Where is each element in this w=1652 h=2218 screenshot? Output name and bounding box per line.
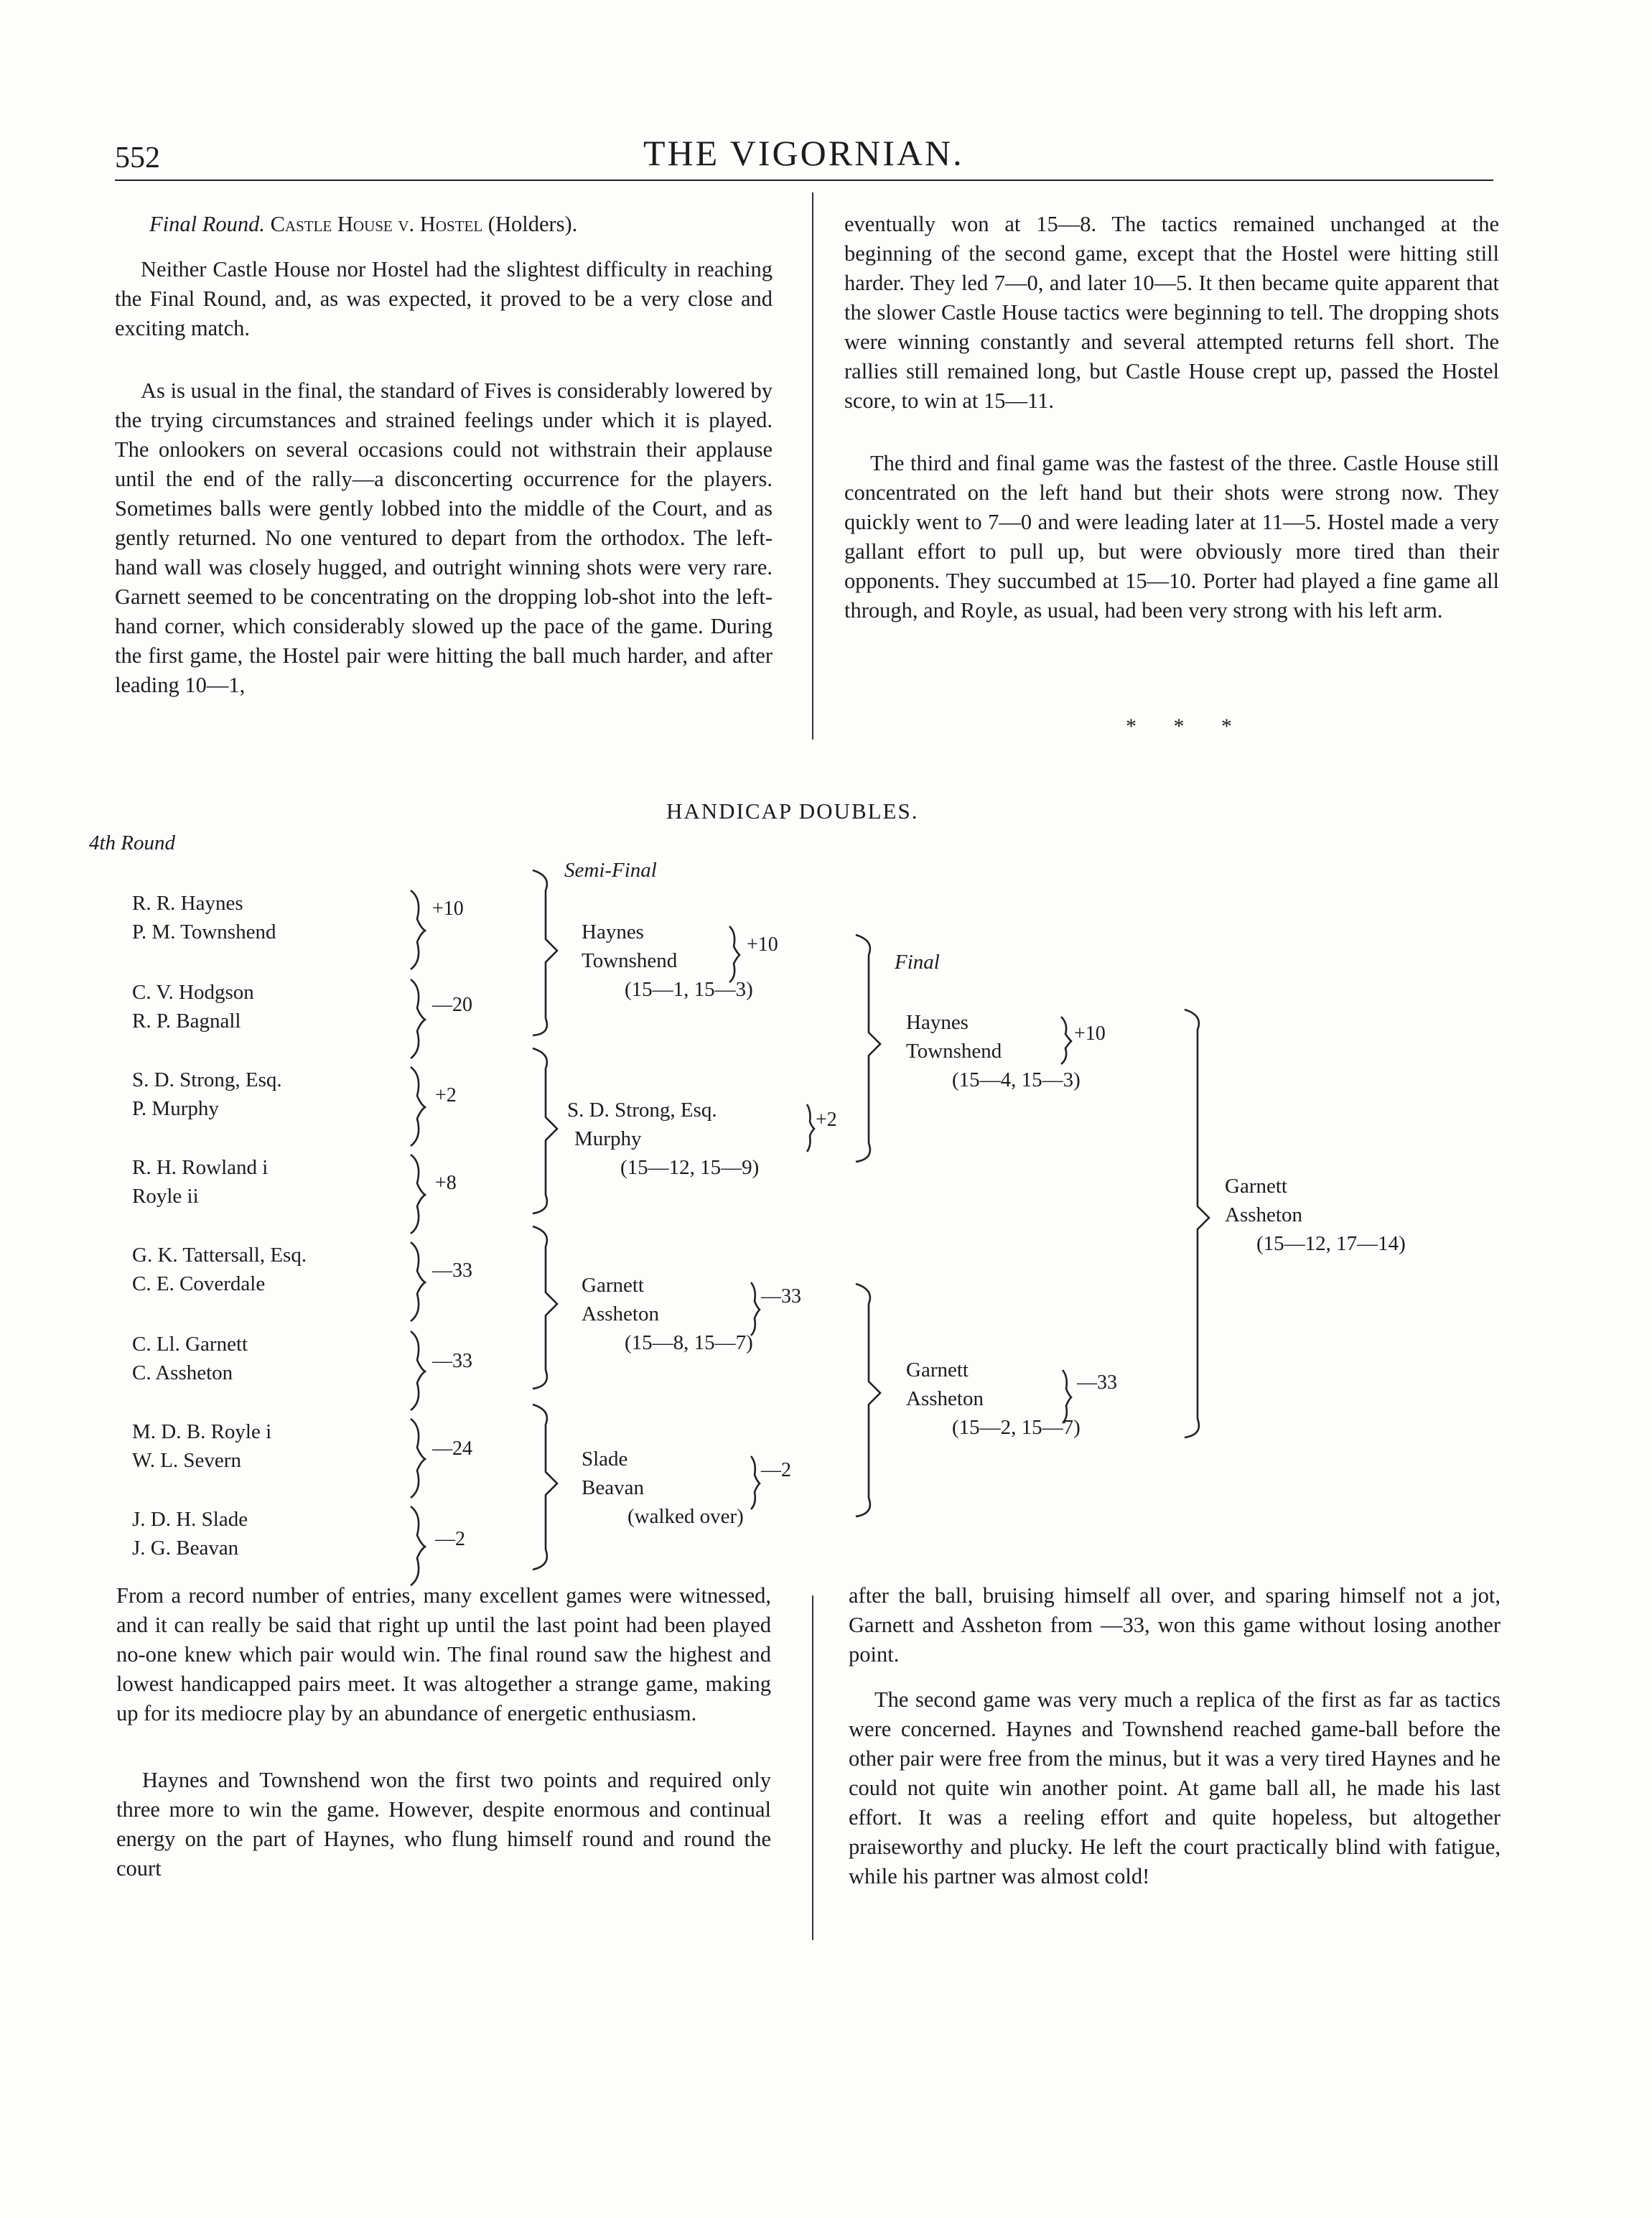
bottom-right-column <box>849 1581 1501 1907</box>
brace <box>411 1331 425 1410</box>
player-name: Haynes <box>582 921 644 943</box>
page-number: 552 <box>115 141 160 174</box>
heading-note: (Holders). <box>487 212 578 236</box>
fourth-round-braces <box>411 890 425 1585</box>
handicap: +8 <box>435 1172 457 1194</box>
brace <box>411 1067 425 1146</box>
bracket-title: HANDICAP DOUBLES. <box>666 798 919 824</box>
player-name: Murphy <box>574 1127 642 1150</box>
player-name: R. P. Bagnall <box>132 1010 241 1033</box>
final-pair <box>906 1008 1081 1094</box>
paragraph: The third and final game was the fastest of the three. Castle House still concentrated on the left hand but their shots were strong now. They quickly went to 7—0 and were leading later at 11—5. Hostel made a very gallant effort to pull up, but were obviously more tired than their opponents. They succumbed at 15—10. Porter had played a fine game all through, and Royle, as usual, had been very strong with his left arm. <box>844 451 1499 623</box>
handicap: +10 <box>1074 1022 1106 1045</box>
handicap: +10 <box>432 898 464 920</box>
bracket <box>856 1284 880 1516</box>
running-title: THE VIGORNIAN. <box>643 133 964 173</box>
player-name: Slade <box>582 1448 628 1471</box>
brace <box>411 890 425 969</box>
fourth-round-pair <box>132 1066 282 1123</box>
match-score: (15—4, 15—3) <box>952 1068 1081 1091</box>
handicap: —24 <box>432 1437 472 1460</box>
brace <box>807 1104 814 1152</box>
player-name: R. H. Rowland i <box>132 1156 269 1179</box>
bracket <box>533 870 557 1035</box>
brace <box>411 1506 425 1585</box>
handicap: +2 <box>435 1084 457 1106</box>
fourth-round-pair <box>132 1153 268 1211</box>
player-name: Assheton <box>582 1303 659 1325</box>
player-name: Haynes <box>906 1011 969 1034</box>
player-name: P. M. Townshend <box>132 921 276 943</box>
final-pair <box>906 1356 1081 1442</box>
paragraph: eventually won at 15—8. The tactics remained unchanged at the beginning of the second game, except that the Hostel were hitting still harder. They led 7—0, and later 10—5. It then became quite apparent that the slower Castle House tactics were beginning to tell. The dropping shots were winning constantly and several attempted returns fell short. The rallies still remained long, but Castle House crept up, passed the Hostel score, to win at 15—11. <box>844 212 1499 413</box>
player-name: J. D. H. Slade <box>132 1508 248 1531</box>
fourth-round-pair <box>132 978 254 1035</box>
brace <box>411 1242 425 1321</box>
handicap: —2 <box>761 1459 791 1481</box>
handicap: —20 <box>432 994 472 1016</box>
paragraph: Neither Castle House nor Hostel had the slightest difficulty in reaching the Final Round, and, as was expected, it proved to be a very close and exciting match. <box>115 257 773 340</box>
player-name: Assheton <box>906 1387 984 1410</box>
player-name: Townshend <box>582 949 678 972</box>
player-name: C. E. Coverdale <box>132 1272 266 1295</box>
match-score: (15—12, 15—9) <box>620 1156 760 1179</box>
brace <box>751 1456 760 1509</box>
fourth-round-pair <box>132 1505 248 1562</box>
player-name: Assheton <box>1225 1203 1302 1226</box>
fourth-round-pair <box>132 1330 248 1387</box>
paragraph: after the ball, bruising himself all over, and sparing himself not a jot, Garnett and Assheton from —33, won this game without losing another point. <box>849 1583 1501 1667</box>
fourth-round-pair <box>132 1241 307 1298</box>
heading-italic: Final Round. <box>149 212 265 236</box>
player-name: W. L. Severn <box>132 1449 241 1472</box>
label-semi-final: Semi-Final <box>564 859 657 882</box>
player-name: Royle ii <box>132 1185 199 1208</box>
paragraph: As is usual in the final, the standard of Fives is considerably lowered by the trying circumstances and strained feelings under which it is played. The onlookers on several occasions could not withstrain their applause until the end of the rally—a disconcerting occurrence for the players. Sometimes balls were gently lobbed into the middle of the Court, and as gently returned. No one ventured to depart from the orthodox. The left-hand wall was closely hugged, and outright winning shots were very rare. Garnett seemed to be concentrating on the dropping lob-shot into the left-hand corner, which considerably slowed up the pace of the game. During the first game, the Hostel pair were hitting the ball much harder, and after leading 10—1, <box>115 378 773 697</box>
player-name: Garnett <box>582 1274 644 1297</box>
player-name: Beavan <box>582 1476 644 1499</box>
player-name: P. Murphy <box>132 1097 219 1120</box>
label-4th-round: 4th Round <box>89 831 176 854</box>
handicap: —33 <box>432 1350 472 1372</box>
brace <box>411 1419 425 1498</box>
handicap: —33 <box>761 1285 801 1308</box>
player-name: Garnett <box>906 1359 969 1381</box>
label-final: Final <box>895 951 940 974</box>
match-score: (15—8, 15—7) <box>625 1331 753 1354</box>
player-name: S. D. Strong, Esq. <box>132 1068 282 1091</box>
player-name: M. D. B. Royle i <box>132 1420 272 1443</box>
handicap: +10 <box>747 933 778 956</box>
bracket <box>856 935 880 1162</box>
section-ornament: * * * <box>1126 714 1248 738</box>
heading-teams: Castle House v. Hostel <box>270 212 483 236</box>
semi-final-pair <box>582 918 753 1004</box>
bracket <box>533 1048 557 1213</box>
handicap: —33 <box>1077 1371 1117 1394</box>
semi-final-pair <box>582 1445 744 1531</box>
paragraph: From a record number of entries, many excellent games were witnessed, and it can really be said that right up until the last point had been played no-one knew which pair would win. The final round saw the highest and lowest handicapped pairs meet. It was altogether a strange game, making up for its mediocre play by an abundance of energetic enthusiasm. <box>116 1583 771 1725</box>
player-name: G. K. Tattersall, Esq. <box>132 1244 307 1267</box>
bracket <box>533 1404 557 1570</box>
player-name: R. R. Haynes <box>132 892 243 915</box>
bottom-left-column <box>116 1581 771 1899</box>
paragraph: The second game was very much a replica of the first as far as tactics were concerned. Haynes and Townshend reached game-ball before the other pair were free from the minus, but it was a very tired Haynes and he could not quite win another point. At game ball all, he made his last effort. It was a reeling effort and quite hopeless, but altogether praiseworthy and plucky. He left the court practically blind with fatigue, while his partner was almost cold! <box>849 1687 1501 1888</box>
match-score: (15—2, 15—7) <box>952 1416 1081 1439</box>
brace <box>411 1155 425 1234</box>
player-name: C. Ll. Garnett <box>132 1333 248 1356</box>
match-score: (15—12, 17—14) <box>1256 1232 1406 1255</box>
brace <box>411 979 425 1058</box>
match-score: (15—1, 15—3) <box>625 978 753 1001</box>
player-name: J. G. Beavan <box>132 1537 239 1560</box>
player-name: C. V. Hodgson <box>132 981 254 1004</box>
column-divider <box>812 1595 813 1940</box>
winner-pair <box>1225 1172 1406 1258</box>
semi-final-pair <box>567 1096 759 1182</box>
paragraph: Haynes and Townshend won the first two points and required only three more to win the game. However, despite enormous and continual energy on the part of Haynes, who flung himself round and round the court <box>116 1768 771 1881</box>
handicap: —2 <box>435 1528 465 1550</box>
handicap: +2 <box>816 1109 837 1131</box>
bracket <box>1185 1010 1209 1437</box>
semi-brackets <box>533 870 557 1570</box>
player-name: S. D. Strong, Esq. <box>567 1099 717 1122</box>
player-name: C. Assheton <box>132 1361 233 1384</box>
fourth-round-pair <box>132 1417 271 1475</box>
player-name: Townshend <box>906 1040 1002 1063</box>
player-name: Garnett <box>1225 1175 1287 1198</box>
bracket <box>533 1226 557 1389</box>
match-score: (walked over) <box>627 1505 744 1528</box>
handicap: —33 <box>432 1259 472 1282</box>
final-brackets <box>856 935 880 1516</box>
semi-final-pair <box>582 1271 753 1357</box>
fourth-round-pair <box>132 889 276 946</box>
